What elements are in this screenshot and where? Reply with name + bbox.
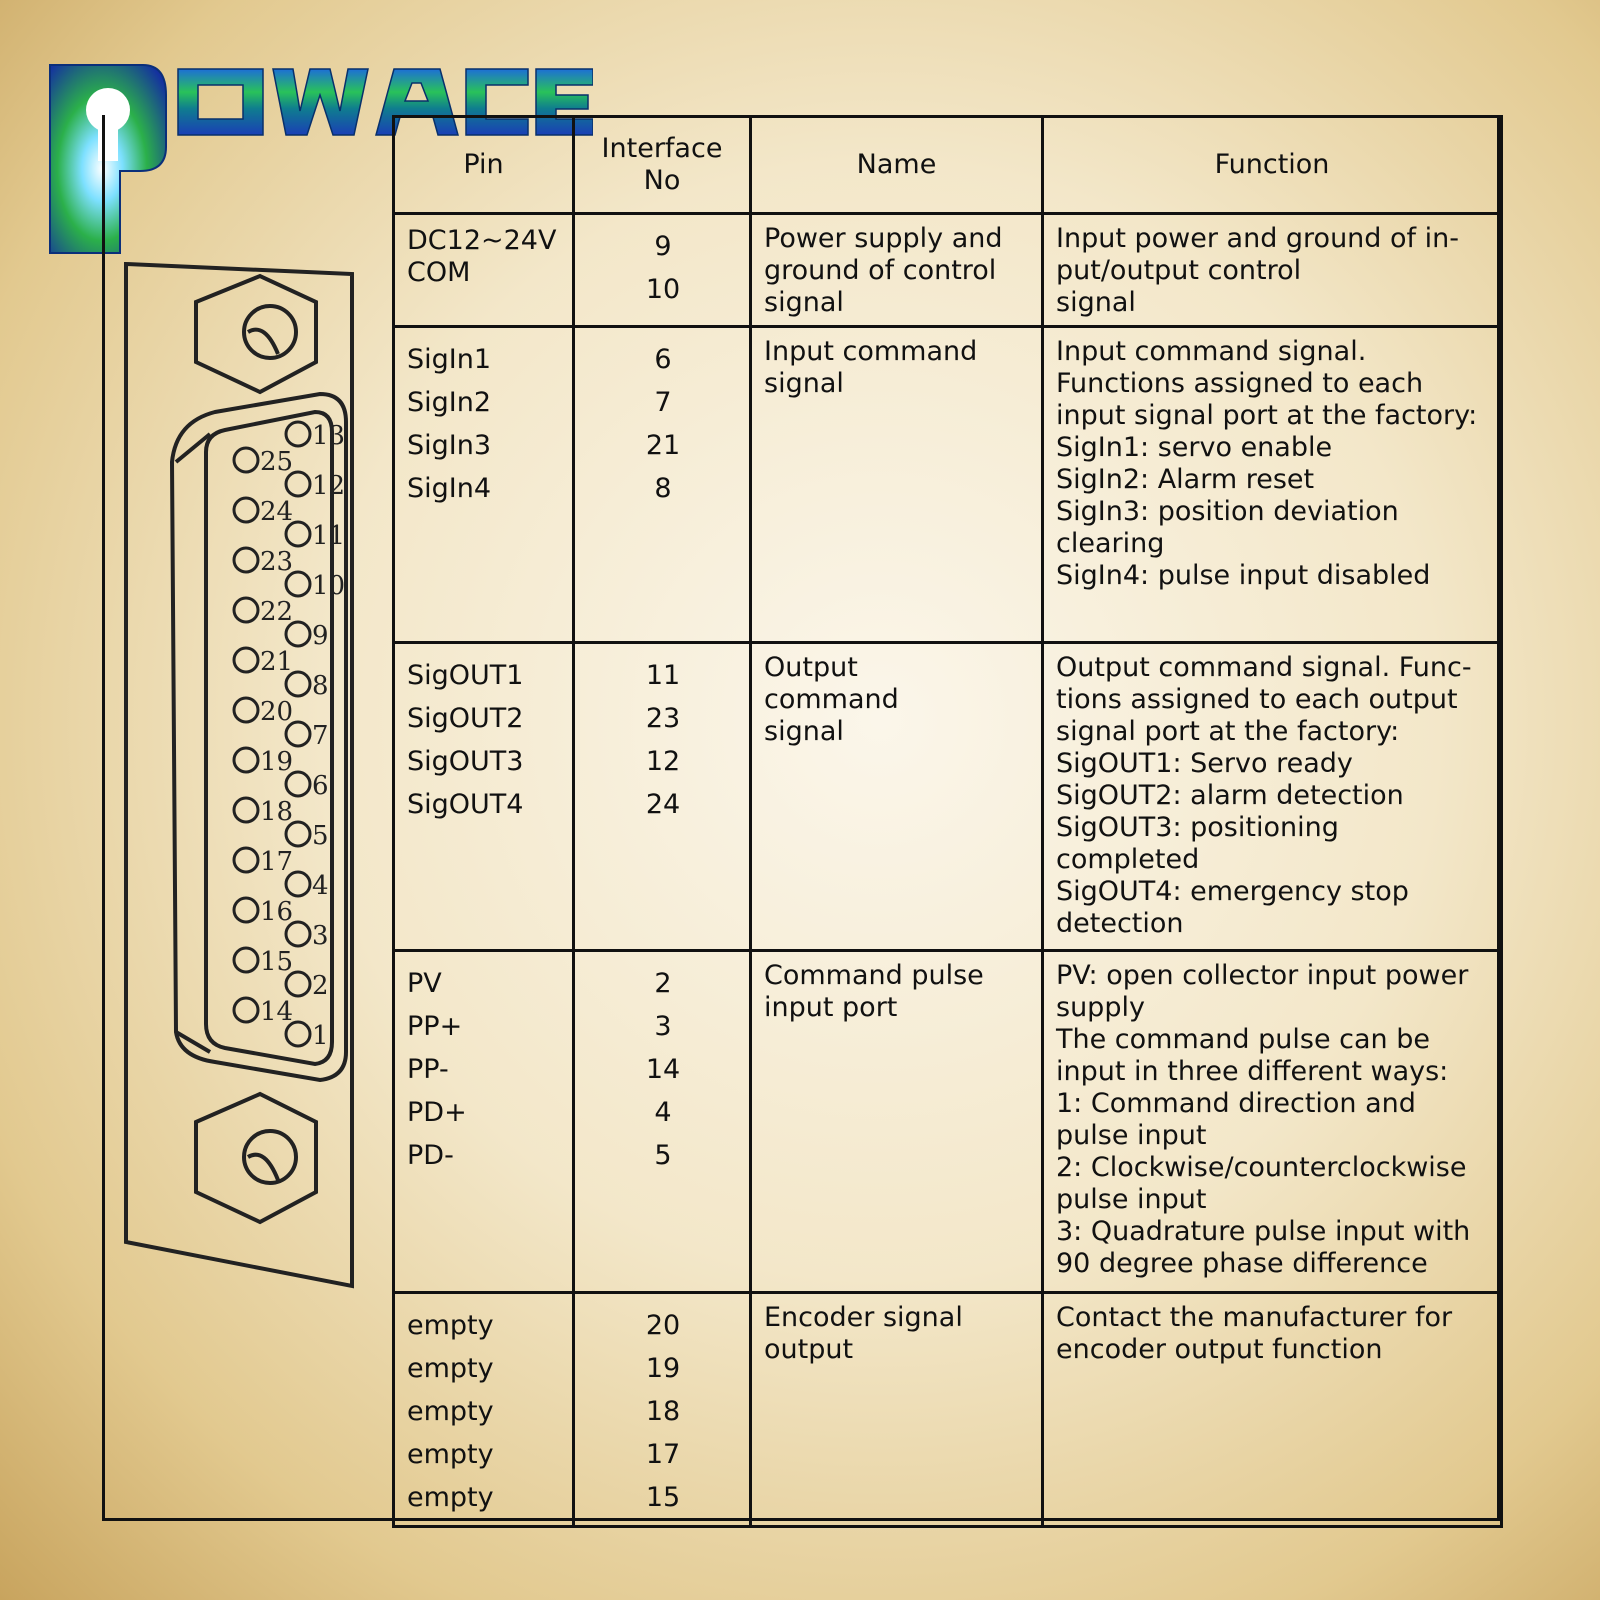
interface-no: 18: [645, 1396, 681, 1427]
interface-no: 9: [654, 231, 672, 262]
interface-no: 20: [645, 1310, 681, 1341]
pin-label: DC12~24V: [407, 225, 557, 256]
connector-pin-top-label: 5: [312, 821, 329, 851]
interface-no-cell: [574, 327, 751, 643]
connector-pin-bottom-label: 14: [260, 997, 294, 1027]
signal-function: PV: open collector input power supply The command pulse can be input in three different ways: 1: Command direction and pulse input 2: Clockwise/counterclockwise pulse input 3: Quadrature pulse input with 90 degree phase difference: [1043, 951, 1502, 1293]
connector-pin-bottom-hole: [234, 548, 258, 572]
pin-label: empty: [407, 1396, 494, 1427]
pin-label: SigIn4: [407, 473, 492, 504]
pin-label: SigIn1: [407, 344, 492, 375]
connector-pin-top-label: 8: [312, 671, 329, 701]
pin-cell: [394, 951, 574, 1293]
header-name: Name: [751, 117, 1043, 214]
connector-pin-bottom-label: 16: [260, 897, 294, 927]
connector-pin-bottom-hole: [234, 798, 258, 822]
pin-label: SigOUT3: [407, 746, 524, 777]
connector-pin-bottom-hole: [234, 498, 258, 522]
pin-label: PV: [407, 968, 442, 999]
connector-pin-bottom-hole: [234, 948, 258, 972]
header-pin: Pin: [394, 117, 574, 214]
connector-pin-bottom-hole: [234, 448, 258, 472]
connector-pin-bottom-label: 24: [260, 497, 294, 527]
pin-cell: [394, 214, 574, 327]
pin-label: PP+: [407, 1011, 463, 1042]
pin-label: COM: [407, 257, 471, 288]
interface-no: 21: [645, 430, 681, 461]
pin-label: empty: [407, 1482, 494, 1513]
pin-label: SigOUT4: [407, 789, 524, 820]
connector-pin-bottom-hole: [234, 998, 258, 1022]
pin-label: SigOUT2: [407, 703, 524, 734]
signal-function: Input power and ground of in- put/output control signal: [1043, 214, 1502, 327]
hex-nut-top-icon: [196, 276, 316, 392]
pin-cell: [394, 643, 574, 951]
interface-no: 17: [645, 1439, 681, 1470]
table-row: [394, 1293, 1502, 1527]
interface-no: 3: [654, 1011, 672, 1042]
signal-function: Output command signal. Func- tions assigned to each output signal port at the factory: SigOUT1: Servo ready SigOUT2: alarm detection SigOUT3: positioning completed SigOUT4: emergency stop detection: [1043, 643, 1502, 951]
table-header-row: [394, 117, 1502, 214]
interface-no: 2: [654, 968, 672, 999]
connector-pin-top-label: 9: [312, 621, 329, 651]
table-row: [394, 214, 1502, 327]
table-row: [394, 643, 1502, 951]
interface-no-cell: [574, 643, 751, 951]
connector-pin-top-label: 12: [312, 471, 346, 501]
connector-pin-bottom-hole: [234, 648, 258, 672]
pin-label: empty: [407, 1310, 494, 1341]
interface-no: 10: [645, 274, 681, 305]
connector-pin-bottom-hole: [234, 748, 258, 772]
interface-no-cell: [574, 951, 751, 1293]
interface-no: 14: [645, 1054, 681, 1085]
pin-cell: [394, 327, 574, 643]
signal-name: Encoder signal output: [751, 1293, 1043, 1527]
signal-name: Output command signal: [751, 643, 1043, 951]
interface-no: 12: [645, 746, 681, 777]
connector-pin-top-label: 13: [312, 421, 346, 451]
table-row: [394, 327, 1502, 643]
signal-function: Input command signal. Functions assigned to each input signal port at the factory: SigIn1: servo enable SigIn2: Alarm reset SigIn3: position deviation clearing SigIn4: pulse input disabled: [1043, 327, 1502, 643]
interface-no: 7: [654, 387, 672, 418]
signal-name: Power supply and ground of control signal: [751, 214, 1043, 327]
connector-pin-bottom-label: 17: [260, 847, 294, 877]
pin-label: PD-: [407, 1140, 454, 1171]
connector-pin-top-label: 11: [312, 521, 346, 551]
interface-no: 24: [645, 789, 681, 820]
header-interface-no: Interface No: [574, 117, 751, 214]
connector-pin-top-label: 10: [312, 571, 346, 601]
connector-pin-top-label: 1: [312, 1021, 329, 1051]
interface-no: 23: [645, 703, 681, 734]
interface-no: 15: [645, 1482, 681, 1513]
connector-pin-bottom-hole: [234, 898, 258, 922]
connector-pin-bottom-label: 21: [260, 647, 294, 677]
signal-name: Input command signal: [751, 327, 1043, 643]
connector-pin-bottom-label: 20: [260, 697, 294, 727]
pin-label: SigIn2: [407, 387, 492, 418]
connector-pin-bottom-label: 22: [260, 597, 294, 627]
pin-label: empty: [407, 1353, 494, 1384]
connector-pin-bottom-label: 18: [260, 797, 294, 827]
interface-no: 8: [654, 473, 672, 504]
pinout-table: [392, 115, 1503, 1528]
connector-pin-bottom-hole: [234, 848, 258, 872]
interface-no: 5: [654, 1140, 672, 1171]
signal-name: Command pulse input port: [751, 951, 1043, 1293]
connector-pin-top-label: 4: [312, 871, 329, 901]
connector-pin-top-label: 3: [312, 921, 329, 951]
pin-label: PP-: [407, 1054, 449, 1085]
connector-pin-bottom-label: 25: [260, 447, 294, 477]
interface-no-cell: [574, 1293, 751, 1527]
pin-label: empty: [407, 1439, 494, 1470]
header-function: Function: [1043, 117, 1502, 214]
interface-no-cell: [574, 214, 751, 327]
interface-no: 11: [645, 660, 681, 691]
pin-label: SigIn3: [407, 430, 492, 461]
connector-pin-bottom-label: 15: [260, 947, 294, 977]
connector-pin-bottom-hole: [234, 698, 258, 722]
connector-pin-bottom-hole: [234, 598, 258, 622]
signal-function: Contact the manufacturer for encoder output function: [1043, 1293, 1502, 1527]
connector-pin-top-label: 2: [312, 971, 329, 1001]
interface-no: 4: [654, 1097, 672, 1128]
db25-connector-drawing: [120, 262, 370, 1292]
connector-pin-bottom-label: 19: [260, 747, 294, 777]
hex-nut-bottom-icon: [196, 1094, 316, 1222]
connector-pin-top-label: 6: [312, 771, 329, 801]
interface-no: 6: [654, 344, 672, 375]
connector-pin-top-label: 7: [312, 721, 329, 751]
interface-no: 19: [645, 1353, 681, 1384]
table-row: [394, 951, 1502, 1293]
connector-pin-bottom-label: 23: [260, 547, 294, 577]
pin-label: PD+: [407, 1097, 467, 1128]
connector-pin-top-hole: [286, 422, 310, 446]
pin-cell: [394, 1293, 574, 1527]
pin-label: SigOUT1: [407, 660, 524, 691]
